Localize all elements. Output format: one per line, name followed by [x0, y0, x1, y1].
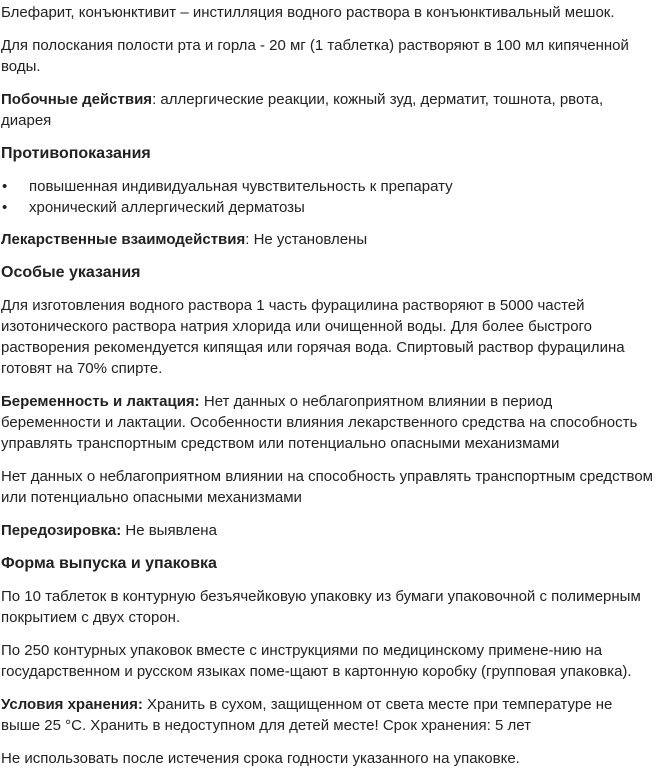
packaging-paragraph-1: По 10 таблеток в контурную безъячейковую упаковку из бумаги упаковочной с полимерным покрытием с двух сторон.	[1, 588, 641, 626]
overdose-label: Передозировка:	[1, 522, 122, 539]
special-instructions-text: Для изготовления водного раствора 1 часть фурацилина растворяют в 5000 частей изотонического раствора натрия хлорида или очищенной воды. Для более быстрого растворения рекомендуется кипящая или горячая вода. Спиртовый раствор фурацилина готовят на 70% спирте.	[1, 297, 625, 377]
storage-text: Хранить в сухом, защищенном от света месте при температуре не выше 25 °С. Хранить в недоступном для детей месте! Срок хранения: 5 лет	[1, 696, 613, 734]
storage-label: Условия хранения:	[1, 696, 143, 713]
storage	[1, 694, 653, 736]
contraindications-heading: Противопоказания	[1, 145, 151, 162]
list-item: • хронический аллергический дерматозы	[2, 199, 305, 216]
paragraph-expiry: Не использовать после истечения срока годности указанного на упаковке.	[1, 750, 520, 767]
bullet-icon: •	[2, 178, 8, 195]
interactions-text: : Не установлены	[245, 231, 368, 248]
packaging-heading: Форма выпуска и упаковка	[1, 555, 217, 572]
list-item: • повышенная индивидуальная чувствительность к препарату	[2, 178, 453, 195]
side-effects	[1, 89, 653, 131]
overdose-text: Не выявлена	[121, 522, 217, 539]
packaging-paragraph-2: По 250 контурных упаковок вместе с инструкциями по медицинскому примене-нию на государственном и русском языках поме-щают в картонную коробку (групповая упаковка).	[1, 642, 632, 680]
side-effects-text: : аллергические реакции, кожный зуд, дерматит, тошнота, рвота, диарея	[1, 91, 604, 129]
interactions-label: Лекарственные взаимодействия	[1, 231, 246, 248]
pregnancy	[1, 391, 653, 454]
paragraph-driving: Нет данных о неблагоприятном влиянии на способность управлять транспортным средством или потенциально опасными механизмами	[1, 468, 653, 506]
contraindications-list	[1, 176, 653, 218]
interactions	[1, 229, 653, 250]
pregnancy-label: Беременность и лактация:	[1, 393, 200, 410]
bullet-icon: •	[2, 199, 8, 216]
pregnancy-text: Нет данных о неблагоприятном влиянии в период беременности и лактации. Особенности влияния лекарственного средства на способность управлять транспортным средством или потенциально опасными механизмами	[1, 393, 638, 452]
overdose	[1, 520, 653, 541]
paragraph-rinse: Для полоскания полости рта и горла - 20 мг (1 таблетка) растворяют в 100 мл кипяченной воды.	[1, 37, 629, 75]
paragraph-conjunctivitis: Блефарит, конъюнктивит – инстилляция водного раствора в конъюнктивальный мешок.	[1, 4, 615, 21]
special-instructions-heading: Особые указания	[1, 264, 141, 281]
side-effects-label: Побочные действия	[1, 91, 153, 108]
